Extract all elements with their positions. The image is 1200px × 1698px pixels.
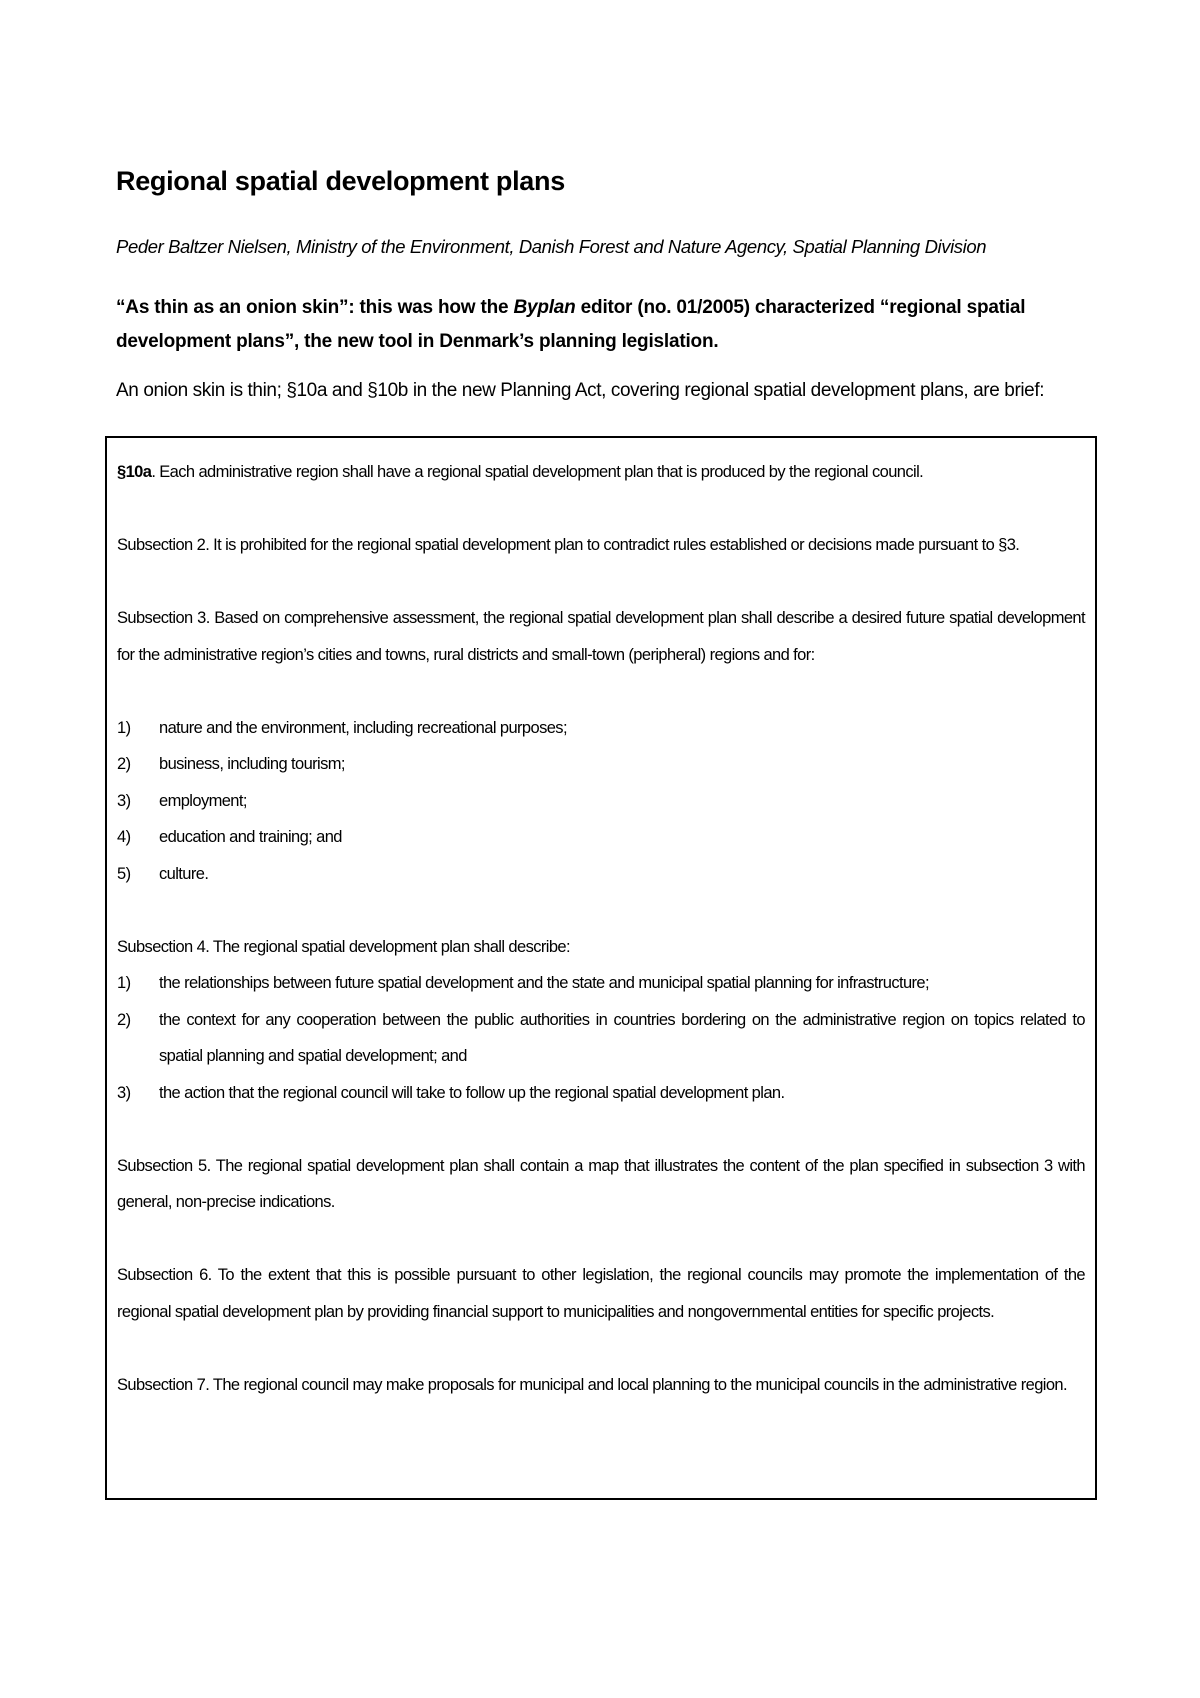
list-item: [117, 710, 1085, 747]
list-text: the context for any cooperation between the public authorities in countries bordering on the administrative region on topics related to spatial planning and spatial development; and: [159, 1010, 1085, 1065]
list-text: culture.: [159, 864, 209, 883]
lead-text-2: editor (no. 01/2005) characterized “regional spatial development plans”, the new tool in Denmark’s planning legislation.: [116, 297, 1026, 352]
list-text: the action that the regional council will take to follow up the regional spatial development plan.: [159, 1083, 785, 1102]
section-10a-label: §10a: [117, 463, 152, 481]
list-item: [117, 746, 1085, 783]
page-title: Regional spatial development plans: [116, 166, 565, 196]
list-number: 2): [117, 755, 131, 773]
list-item: [117, 965, 1085, 1002]
subsection-5: Subsection 5. The regional spatial development plan shall contain a map that illustrates the content of the plan specified in subsection 3 with general, non-precise indications.: [117, 1156, 1085, 1211]
list-text: nature and the environment, including recreational purposes;: [159, 718, 567, 737]
list-number: 1): [117, 974, 131, 992]
list-item: [117, 783, 1085, 820]
list-text: business, including tourism;: [159, 755, 345, 773]
subsection-7: Subsection 7. The regional council may make proposals for municipal and local planning to the municipal councils in the administrative region.: [117, 1375, 1067, 1394]
list-number: 3): [117, 1083, 131, 1102]
list-number: 5): [117, 864, 131, 883]
list-number: 2): [117, 1010, 131, 1029]
list-item: [117, 856, 1085, 893]
list-item: [117, 1075, 1085, 1112]
lead-text-1: “As thin as an onion skin”: this was how the: [116, 297, 514, 318]
subsection-6: Subsection 6. To the extent that this is possible pursuant to other legislation, the regional councils may promote the implementation of the regional spatial development plan by providing financial support to municipalities and nongovernmental entities for specific projects.: [117, 1266, 1085, 1321]
lead-italic-byplan: Byplan: [513, 297, 576, 318]
subsection-3-list: [117, 710, 1085, 893]
author-byline: Peder Baltzer Nielsen, Ministry of the Environment, Danish Forest and Nature Agency, Spatial Planning Division: [116, 236, 987, 257]
legislation-box: [105, 436, 1097, 1500]
lead-paragraph: [116, 291, 1096, 359]
subsection-2: Subsection 2. It is prohibited for the regional spatial development plan to contradict rules established or decisions made pursuant to §3.: [117, 536, 1020, 554]
section-10a: [117, 454, 1085, 491]
list-number: 1): [117, 718, 131, 737]
list-text: employment;: [159, 791, 247, 810]
subsection-4-list: [117, 965, 1085, 1111]
subsection-3: Subsection 3. Based on comprehensive assessment, the regional spatial development plan shall describe a desired future spatial development for the administrative region’s cities and towns, rural districts and small-town (peripheral) regions and for:: [117, 609, 1085, 664]
intro-paragraph: An onion skin is thin; §10a and §10b in the new Planning Act, covering regional spatial development plans, are brief:: [116, 380, 1045, 401]
list-text: education and training; and: [159, 828, 342, 846]
list-item: [117, 819, 1085, 856]
list-number: 4): [117, 828, 131, 846]
list-text: the relationships between future spatial development and the state and municipal spatial planning for infrastructure;: [159, 974, 929, 992]
subsection-4: Subsection 4. The regional spatial development plan shall describe:: [117, 937, 570, 956]
list-number: 3): [117, 791, 131, 810]
section-10a-text: . Each administrative region shall have a regional spatial development plan that is produced by the regional council.: [151, 463, 924, 481]
list-item: [117, 1002, 1085, 1075]
